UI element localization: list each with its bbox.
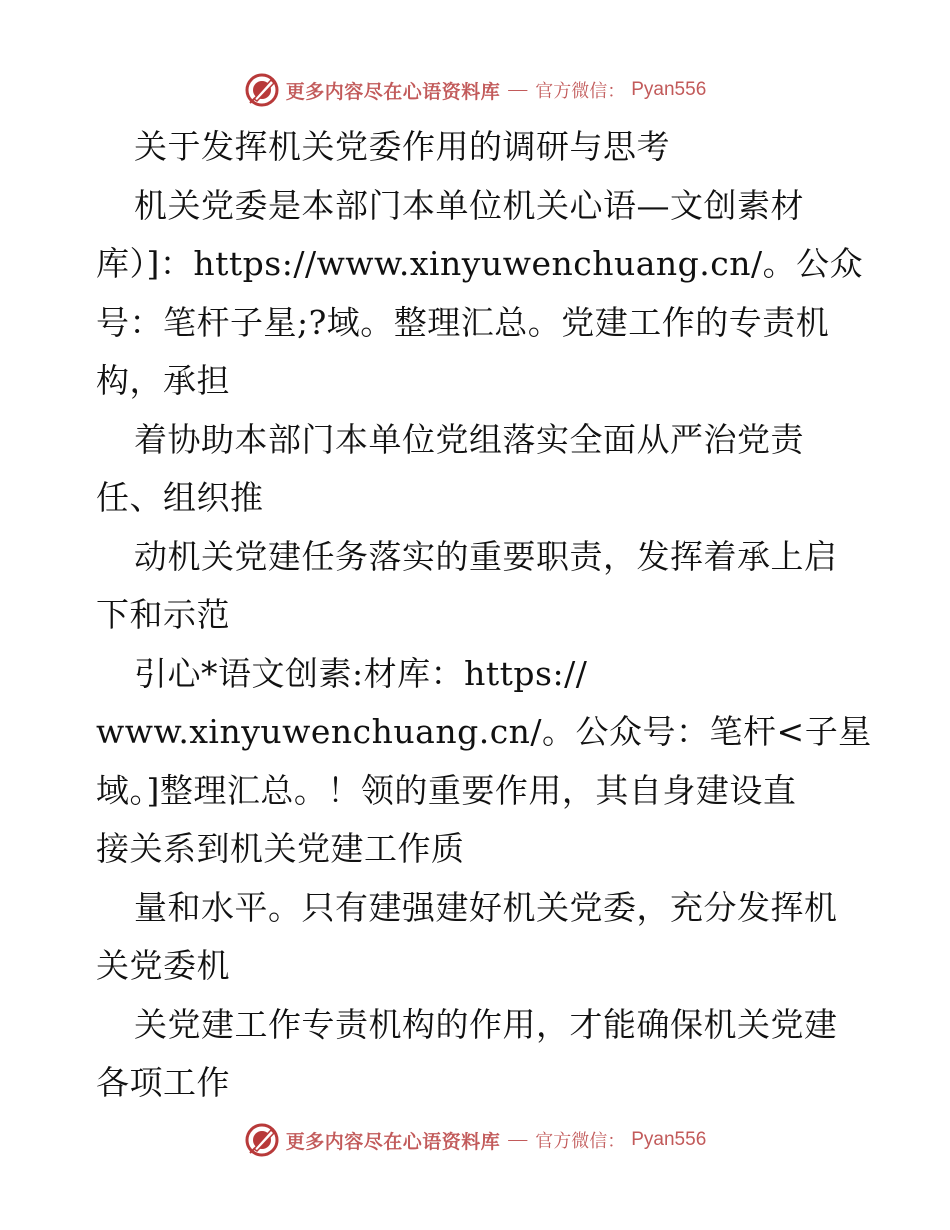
paragraph-line: 任、组织推: [96, 478, 264, 517]
banner-wechat-id: Pyan556: [631, 79, 707, 100]
paragraph-line: 引心*语文创素:材库：https://: [134, 653, 588, 693]
paragraph-line: 关党委机: [96, 946, 230, 985]
paragraph-line: 机关党委是本部门本单位机关心语—文创素材: [134, 185, 804, 225]
quill-logo-icon: [244, 1122, 280, 1158]
paragraph-line: www.xinyuwenchuang.cn/。公众号：笔杆<子星: [96, 712, 872, 751]
document-title: 关于发挥机关党委作用的调研与思考: [134, 127, 670, 166]
banner-dash: —: [508, 79, 528, 100]
paragraph-line: 量和水平。只有建强建好机关党委，充分发挥机: [134, 887, 838, 927]
banner-dash: —: [508, 1129, 528, 1150]
paragraph-line: 下和示范: [96, 595, 230, 634]
banner-site-text: 更多内容尽在心语资料库: [285, 80, 501, 103]
banner-wechat-id: Pyan556: [631, 1129, 707, 1150]
paragraph-line: 库）]：https://www.xinyuwenchuang.cn/。公众: [96, 244, 864, 283]
paragraph-line: 着协助本部门本单位党组落实全面从严治党责: [134, 419, 804, 459]
banner-site-text: 更多内容尽在心语资料库: [285, 1130, 501, 1153]
banner-wechat-label: 官方微信：: [535, 81, 626, 102]
header-banner: [0, 68, 950, 112]
footer-banner: [0, 1118, 950, 1162]
paragraph-line: 构，承担: [96, 361, 230, 400]
banner-wechat-label: 官方微信：: [535, 1131, 626, 1152]
paragraph-line: 号：笔杆子星;?域。整理汇总。党建工作的专责机: [96, 302, 830, 342]
quill-logo-icon: [244, 72, 280, 108]
document-body: [96, 118, 872, 1113]
paragraph-line: 关党建工作专责机构的作用，才能确保机关党建: [134, 1004, 838, 1044]
paragraph-line: 各项工作: [96, 1063, 230, 1102]
paragraph-line: 域。]整理汇总。！领的重要作用，其自身建设直: [96, 770, 797, 810]
paragraph-line: 接关系到机关党建工作质: [96, 829, 465, 868]
paragraph-line: 动机关党建任务落实的重要职责，发挥着承上启: [134, 536, 838, 576]
